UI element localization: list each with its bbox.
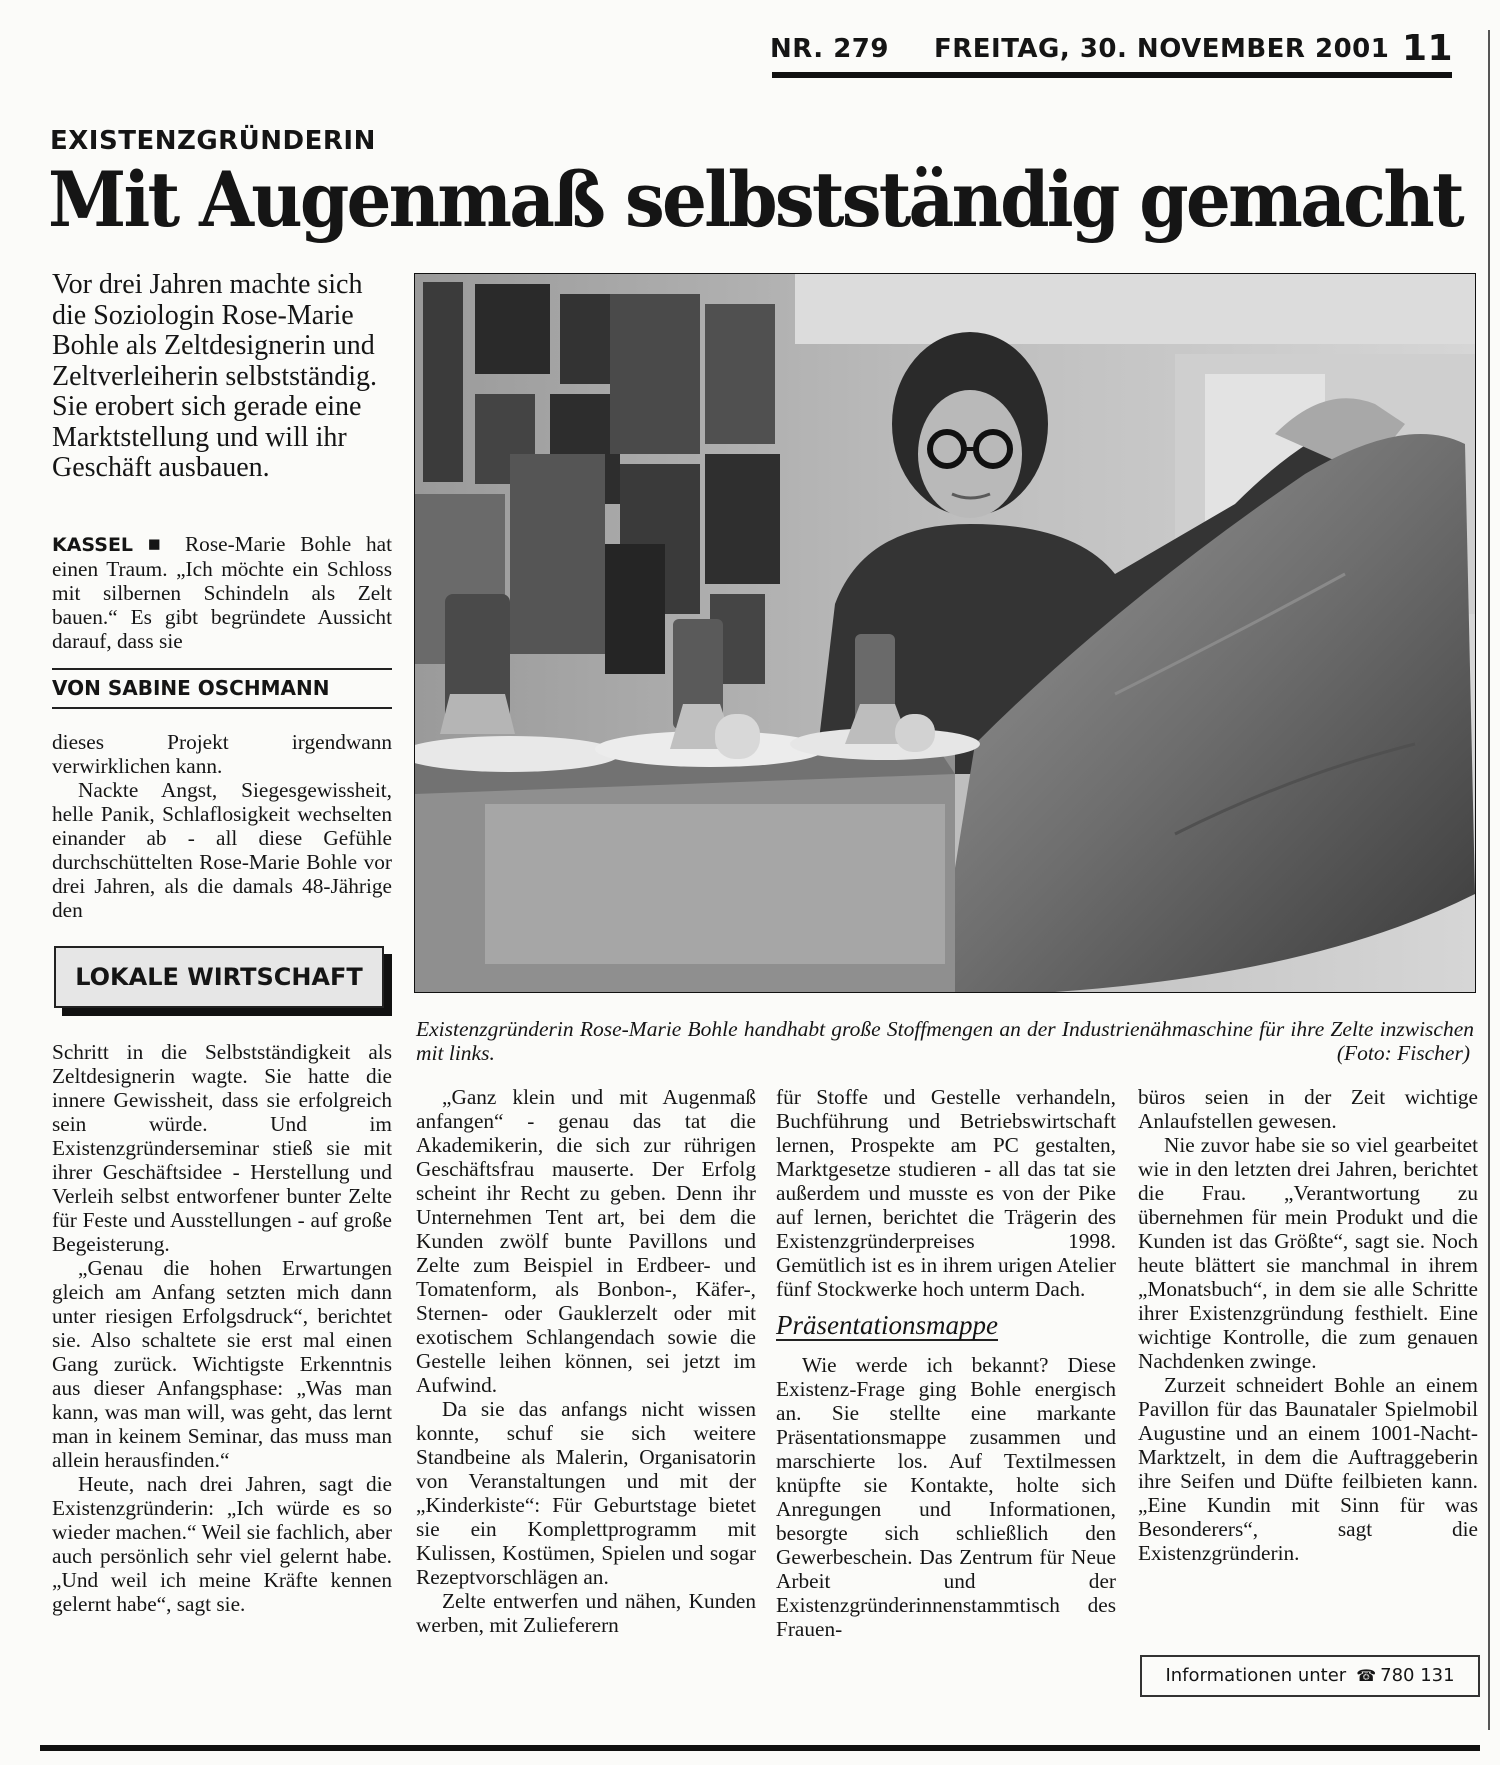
byline-rule: [52, 668, 392, 670]
paragraph: Nackte Angst, Siegesgewissheit, helle Panik, Schlaflosigkeit wechselten einander ab - all diese Gefühle durchschüttelten Rose-Marie Bohle vor drei Jahren, als die damals 48-Jährige den: [52, 778, 392, 922]
article-lead: Vor drei Jahren machte sich die Soziologin Rose-Marie Bohle als Zeltdesignerin und Zeltverleiherin selbstständig. Sie erobert sich gerade eine Marktstellung und will ihr Geschäft ausbauen.: [52, 269, 378, 483]
byline-rule: [52, 707, 392, 709]
intro-text: Rose-Marie Bohle hat einen Traum. „Ich möchte ein Schloss mit silbernen Schindeln als Zelt bauen.“ Es gibt begründete Aussicht darauf, dass sie: [52, 532, 392, 653]
photo-illustration: [415, 274, 1475, 992]
info-label: Informationen unter: [1165, 1665, 1347, 1686]
paragraph: Schritt in die Selbstständigkeit als Zeltdesignerin wagte. Sie hatte die innere Gewissheit, dass sie erfolgreich sein würde. Und im Existenzgründerseminar stieß sie mit ihrer Geschäftsidee - Herstellung und Verleih selbst entworfener bunter Zelte für Feste und Ausstellungen - auf große Begeisterung.: [52, 1040, 392, 1256]
paragraph: Zelte entwerfen und nähen, Kunden werben, mit Zulieferern: [416, 1589, 756, 1637]
column-3: [776, 1085, 1116, 1641]
dateline-square-icon: ■: [133, 532, 185, 556]
paragraph: „Genau die hohen Erwartungen gleich am Anfang setzten mich dann unter riesigen Erfolgsdruck“, berichtet sie. Also schaltete sie erst mal einen Gang zurück. Wichtigste Erkenntnis aus dieser Anfangsphase: „Was man kann, was man will, was geht, das lernt man in keinem Seminar, das muss man allein herausfinden.“: [52, 1256, 392, 1472]
paragraph: büros seien in der Zeit wichtige Anlaufstellen gewesen.: [1138, 1085, 1478, 1133]
paragraph: für Stoffe und Gestelle verhandeln, Buchführung und Betriebswirtschaft lernen, Prospekte am PC gestalten, Marktgesetze studieren - all das tat sie außerdem und musste es von der Pike auf lernen, berichtet die Trägerin des Existenzgründerpreises 1998. Gemütlich ist es in ihrem urigen Atelier fünf Stockwerke hoch unterm Dach.: [776, 1085, 1116, 1301]
article-intro: [52, 532, 392, 653]
column-1-upper: [52, 730, 392, 922]
rubric-box: LOKALE WIRTSCHAFT: [54, 946, 384, 1008]
article-photo: [414, 273, 1476, 993]
caption-text: Existenzgründerin Rose-Marie Bohle handhabt große Stoffmengen an der Industrienähmaschine für ihre Zelte inzwischen mit links.: [416, 1017, 1474, 1065]
paragraph: dieses Projekt irgendwann verwirklichen kann.: [52, 730, 392, 778]
column-1-lower: [52, 1040, 392, 1616]
paragraph: Heute, nach drei Jahren, sagt die Existenzgründerin: „Ich würde es so wieder machen.“ Weil sie fachlich, aber auch persönlich sehr viel gelernt habe. „Und weil ich meine Kräfte kennen gelernt habe“, sagt sie.: [52, 1472, 392, 1616]
paragraph: „Ganz klein und mit Augenmaß anfangen“ - genau das tat die Akademikerin, die sich zur rührigen Geschäftsfrau mauserte. Der Erfolg scheint ihr Recht zu geben. Denn ihr Unternehmen Tent art, bei dem die Kunden zwölf bunte Pavillons und Zelte zum Beispiel in Erdbeer- und Tomatenform, als Bonbon-, Käfer-, Sternen- oder Gauklerzelt oder mit exotischem Schlangendach sowie die Gestelle leihen können, sei jetzt im Aufwind.: [416, 1085, 756, 1397]
paragraph: Zurzeit schneidert Bohle an einem Pavillon für das Baunataler Spielmobil Augustine und an einem 1001-Nacht-Marktzelt, in dem die Auftraggeberin ihre Seifen und Düfte feilbieten kann. „Eine Kundin mit Sinn für was Besonderers“, sagt die Existenzgründerin.: [1138, 1373, 1478, 1565]
article-kicker: EXISTENZGRÜNDERIN: [50, 126, 376, 156]
footer-rule: [40, 1745, 1480, 1751]
paragraph: Da sie das anfangs nicht wissen konnte, schuf sie sich weitere Standbeine als Malerin, Organisatorin von Veranstaltungen und mit der „Kinderkiste“: Für Geburtstage bietet sie ein Komplettprogramm mit Kulissen, Kostümen, Spielen und sogar Rezeptvorschlägen an.: [416, 1397, 756, 1589]
article-headline: Mit Augenmaß selbstständig gemacht: [48, 155, 1462, 244]
issue-date: FREITAG, 30. NOVEMBER 2001: [934, 34, 1390, 64]
issue-number: NR. 279: [770, 34, 889, 64]
photo-caption: [416, 1017, 1474, 1065]
photo-credit: (Foto: Fischer): [1336, 1041, 1470, 1065]
column-4: [1138, 1085, 1478, 1565]
header-rule: [772, 72, 1452, 78]
column-2: [416, 1085, 756, 1637]
subheading: Präsentationsmappe: [776, 1310, 998, 1340]
paragraph: Wie werde ich bekannt? Diese Existenz-Frage ging Bohle energisch an. Sie stellte eine markante Präsentationsmappe zusammen und marschierte los. Auf Textilmessen knüpfte sie Kontakte, holte sich Anregungen und Informationen, besorgte sich schließlich den Gewerbeschein. Das Zentrum für Neue Arbeit und der Existenzgründerinnenstammtisch des Frauen-: [776, 1353, 1116, 1641]
page-edge-rule: [1488, 30, 1490, 1730]
paragraph: Nie zuvor habe sie so viel gearbeitet wie in den letzten drei Jahren, berichtet die Frau. „Verantwortung zu übernehmen für mein Produkt und die Kunden ist das Größte“, sagt sie. Noch heute blättert sie manchmal in ihrem „Monatsbuch“, in dem sie alle Schritte ihrer Existenzgründung festhielt. Eine wichtige Kontrolle, die zum genauen Nachdenken zwinge.: [1138, 1133, 1478, 1373]
byline: VON SABINE OSCHMANN: [52, 676, 330, 700]
info-phone-number: 780 131: [1380, 1665, 1455, 1686]
dateline: KASSEL: [52, 534, 134, 556]
info-box: [1140, 1655, 1480, 1697]
telephone-icon: ☎: [1356, 1666, 1377, 1685]
page-number: 11: [1402, 28, 1454, 69]
